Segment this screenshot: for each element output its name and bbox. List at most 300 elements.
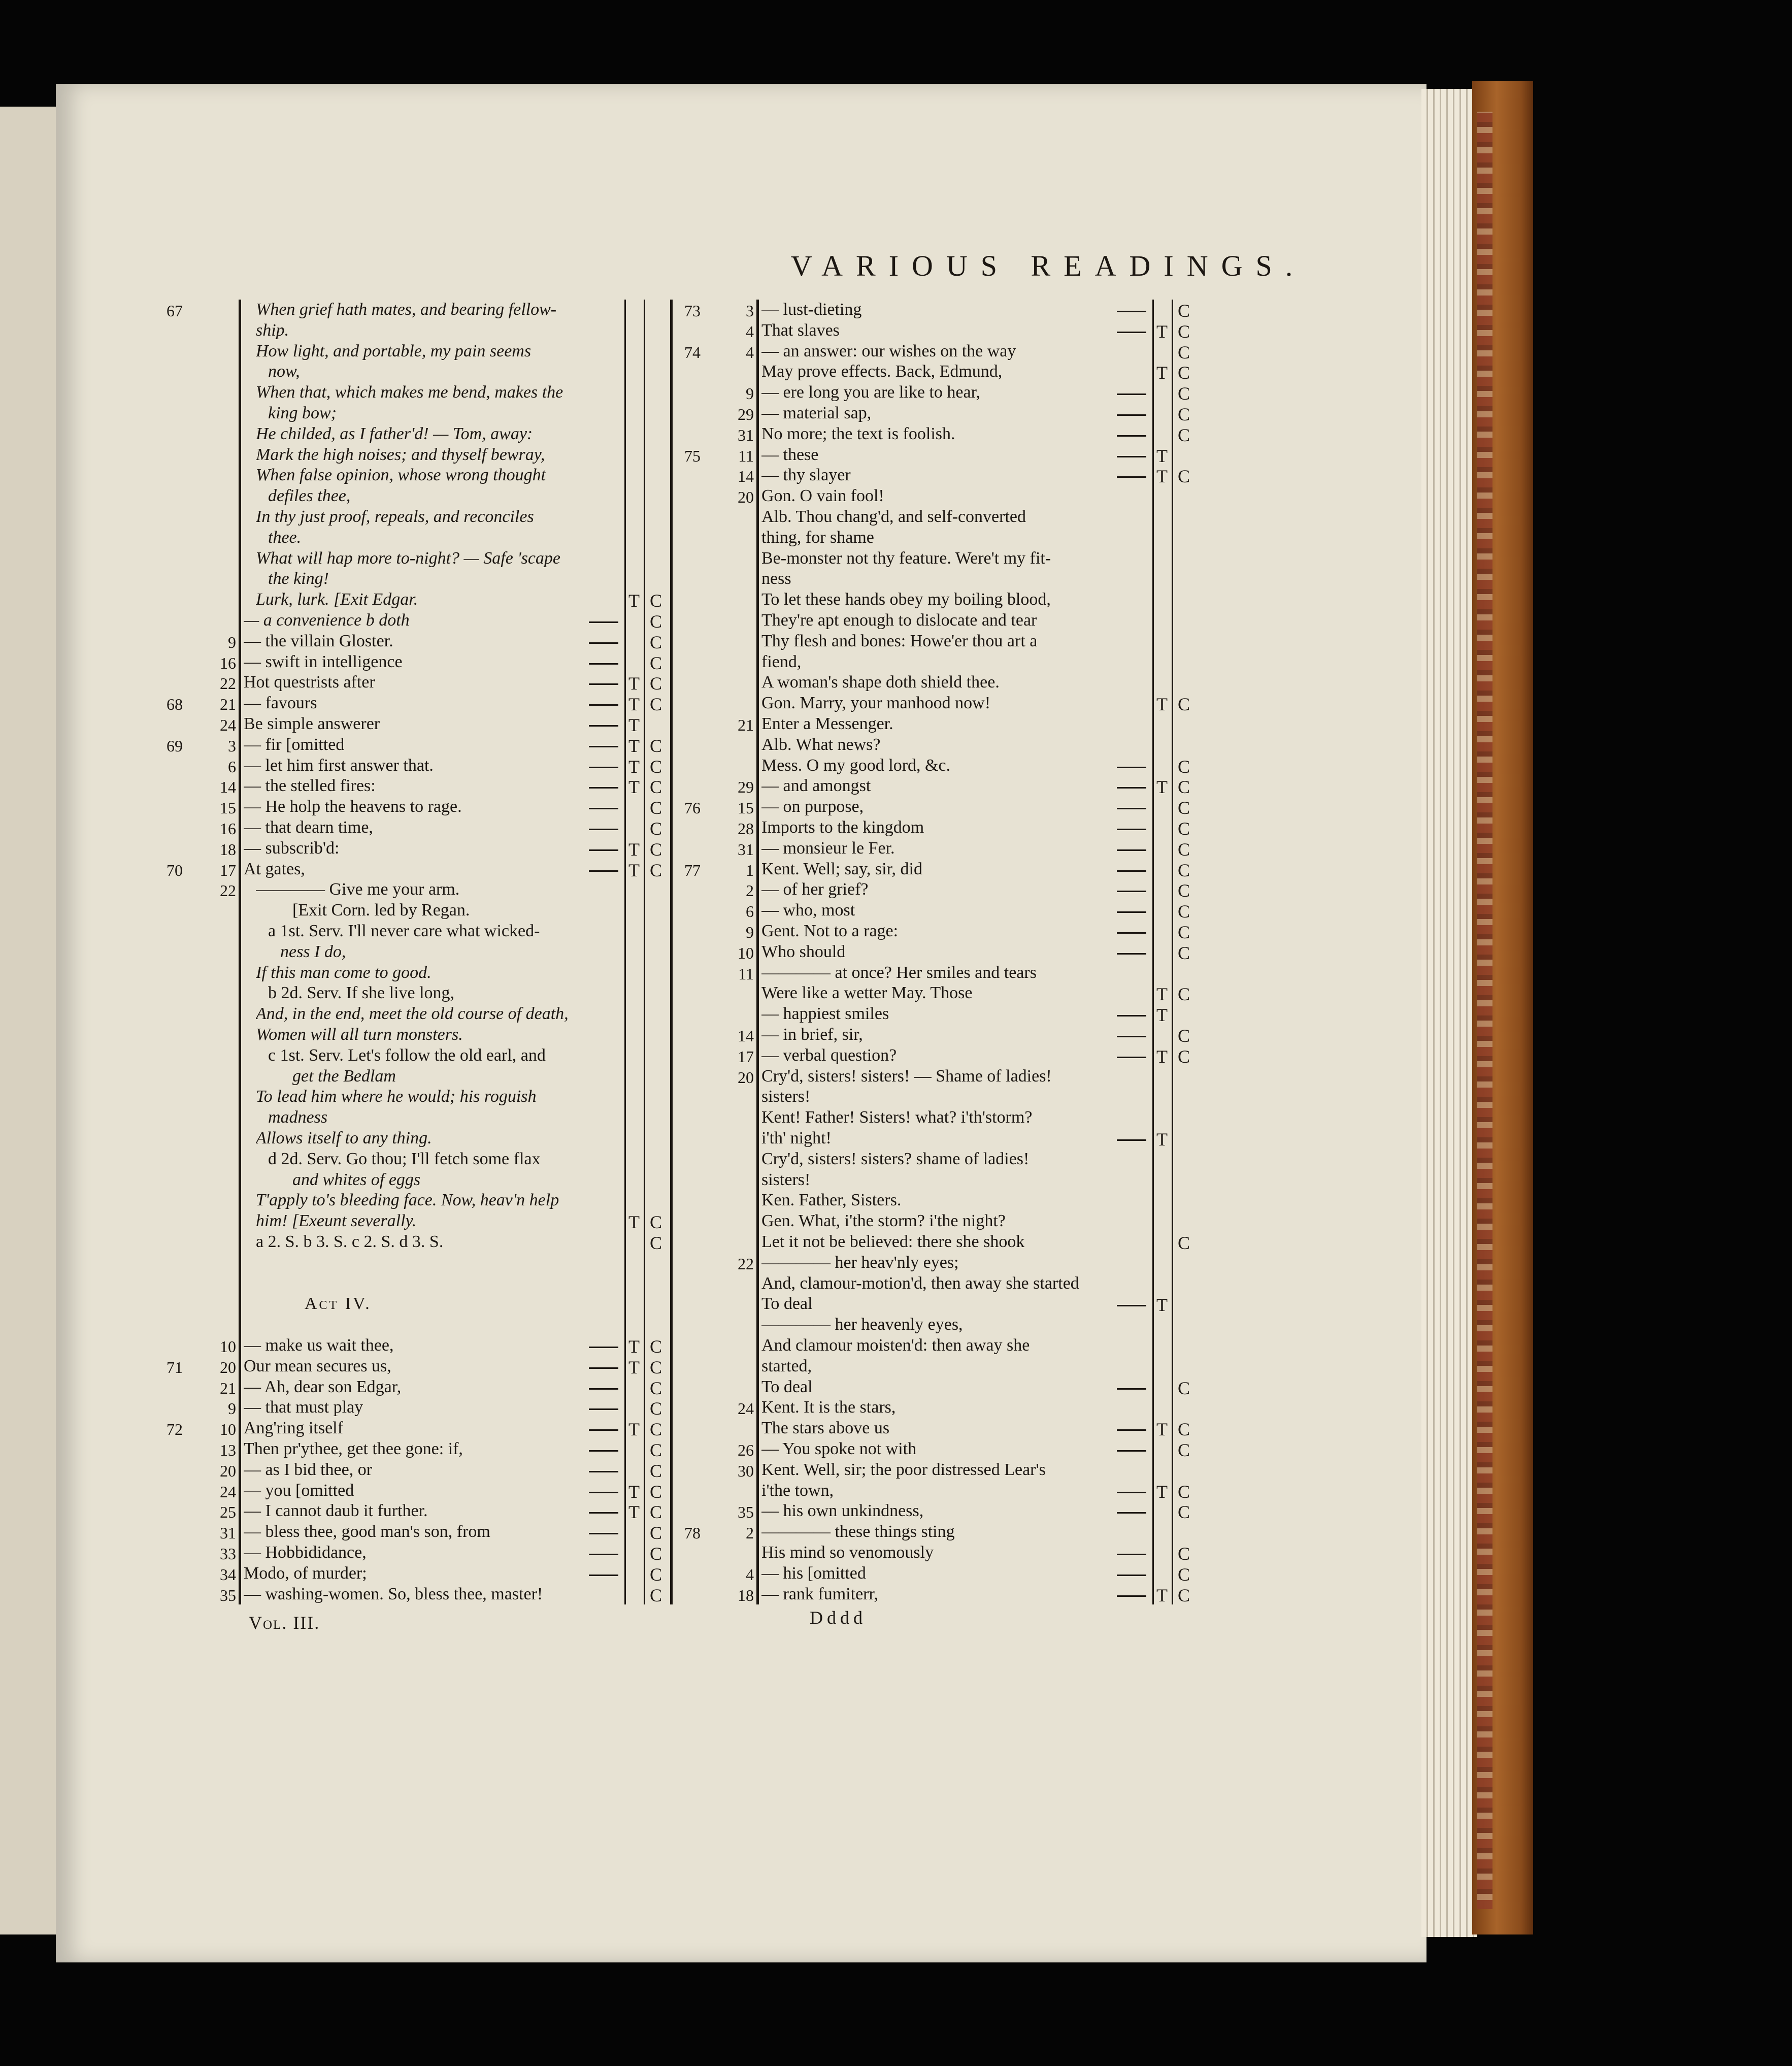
- line-number: 22: [738, 1254, 754, 1273]
- leader-dash: [1117, 1554, 1146, 1555]
- reading-line: now,: [268, 362, 300, 381]
- reading-line: — subscrib'd:: [244, 838, 340, 858]
- reading-line: Kent. It is the stars,: [761, 1398, 896, 1417]
- line-number: 10: [738, 943, 754, 962]
- capell-mark: C: [650, 652, 662, 673]
- reading-line: — the stelled fires:: [244, 776, 376, 796]
- leader-dash: [1117, 849, 1146, 851]
- tonson-mark: T: [628, 1419, 640, 1440]
- reading-line: Kent! Father! Sisters! what? i'th'storm?: [761, 1108, 1033, 1127]
- tonson-mark: T: [628, 839, 640, 860]
- capell-mark: C: [1178, 922, 1190, 942]
- capell-mark: C: [1178, 798, 1190, 818]
- reading-line: fiend,: [761, 652, 802, 671]
- line-number: 18: [220, 840, 236, 859]
- capell-mark: C: [1178, 1378, 1190, 1398]
- reading-line: Thy flesh and bones: Howe'er thou art a: [761, 631, 1038, 650]
- reading-line: When that, which makes me bend, makes the: [256, 383, 563, 402]
- line-number: 26: [738, 1441, 754, 1459]
- tonson-mark: T: [1156, 1129, 1168, 1150]
- capell-mark: C: [650, 1460, 662, 1481]
- capell-mark: C: [650, 860, 662, 880]
- leader-dash: [589, 663, 618, 665]
- leader-dash: [589, 1408, 618, 1410]
- reading-line: Ken. Father, Sisters.: [761, 1191, 902, 1210]
- tonson-mark: T: [1156, 777, 1168, 798]
- reading-line: — monsieur le Fer.: [761, 838, 895, 858]
- line-number: 16: [220, 819, 236, 838]
- reading-line: sisters!: [761, 1087, 811, 1106]
- column-rule-text: [624, 300, 626, 1604]
- reading-line: — I cannot daub it further.: [244, 1501, 428, 1521]
- reading-line: i'th' night!: [761, 1129, 832, 1147]
- reading-line: ———— at once? Her smiles and tears: [761, 963, 1037, 982]
- capell-mark: C: [1178, 1544, 1190, 1564]
- capell-mark: C: [650, 591, 662, 611]
- line-number: 10: [220, 1337, 236, 1356]
- capell-mark: C: [650, 694, 662, 715]
- tonson-mark: T: [628, 673, 640, 694]
- reading-line: — a convenience b doth: [244, 611, 410, 630]
- capell-mark: C: [1178, 424, 1190, 445]
- leader-dash: [589, 642, 618, 644]
- page-ref: 73: [684, 302, 701, 320]
- capell-mark: C: [1178, 321, 1190, 342]
- reading-line: Mark the high noises; and thyself bewray,: [256, 445, 545, 464]
- leader-dash: [1117, 1595, 1146, 1597]
- reading-line: When false opinion, whose wrong thought: [256, 466, 546, 485]
- leader-dash: [1117, 787, 1146, 789]
- leader-dash: [1117, 435, 1146, 437]
- capell-mark: C: [650, 1378, 662, 1398]
- line-number: 3: [228, 736, 236, 755]
- line-number: 14: [738, 1027, 754, 1045]
- tonson-mark: T: [1156, 466, 1168, 487]
- column-rule-t: [1172, 300, 1173, 1604]
- tonson-mark: T: [628, 1481, 640, 1502]
- reading-line: i'the town,: [761, 1481, 834, 1500]
- tonson-mark: T: [628, 860, 640, 880]
- line-number: 15: [220, 799, 236, 817]
- leader-dash: [1117, 456, 1146, 457]
- page-ref: 75: [684, 446, 701, 465]
- leader-dash: [589, 787, 618, 789]
- reading-line: They're apt enough to dislocate and tear: [761, 611, 1037, 630]
- reading-line: — verbal question?: [761, 1045, 897, 1065]
- capell-mark: C: [1178, 1440, 1190, 1460]
- reading-line: Were like a wetter May. Those: [761, 983, 973, 1003]
- reading-line: — let him first answer that.: [244, 756, 434, 775]
- capell-mark: C: [650, 1502, 662, 1523]
- page-ref: 67: [167, 302, 183, 320]
- reading-line: [Exit Corn. led by Regan.: [292, 901, 470, 920]
- tonson-mark: T: [628, 777, 640, 798]
- reading-line: Who should: [761, 942, 846, 961]
- line-number: 20: [738, 1068, 754, 1087]
- line-number: 4: [746, 322, 754, 341]
- leader-dash: [1117, 891, 1146, 892]
- reading-line: His mind so venomously: [761, 1543, 934, 1562]
- line-number: 4: [746, 343, 754, 362]
- reading-line: And clamour moisten'd: then away she: [761, 1336, 1030, 1355]
- leader-dash: [1117, 393, 1146, 395]
- tonson-mark: T: [628, 591, 640, 611]
- capell-mark: C: [650, 1523, 662, 1544]
- reading-line: — make us wait thee,: [244, 1336, 394, 1355]
- leader-dash: [1117, 870, 1146, 872]
- line-number: 24: [220, 1482, 236, 1501]
- line-number: 1: [746, 861, 754, 879]
- reading-line: Kent. Well, sir; the poor distressed Lear's: [761, 1460, 1046, 1479]
- capell-mark: C: [1178, 1564, 1190, 1585]
- page-ref: 71: [167, 1358, 183, 1376]
- tonson-mark: T: [1156, 1585, 1168, 1605]
- reading-line: — happiest smiles: [761, 1004, 889, 1024]
- line-number: 6: [228, 757, 236, 776]
- reading-line: Gen. What, i'the storm? i'the night?: [761, 1211, 1006, 1231]
- leader-dash: [1117, 1429, 1146, 1431]
- reading-line: To let these hands obey my boiling blood,: [761, 590, 1051, 609]
- reading-line: Modo, of murder;: [244, 1563, 367, 1583]
- facing-page-edge: [0, 107, 64, 1934]
- reading-line: — washing-women. So, bless thee, master!: [244, 1584, 543, 1603]
- reading-line: defiles thee,: [268, 486, 351, 506]
- reading-line: To lead him where he would; his roguish: [256, 1087, 537, 1106]
- reading-line: Enter a Messenger.: [761, 714, 893, 733]
- reading-line: Be simple answerer: [244, 714, 380, 733]
- page-ref: 77: [684, 861, 701, 879]
- reading-line: Gent. Not to a rage:: [761, 922, 899, 940]
- leader-dash: [1117, 476, 1146, 478]
- line-number: 14: [220, 778, 236, 797]
- reading-line: — that must play: [244, 1398, 363, 1417]
- line-number: 9: [228, 633, 236, 651]
- reading-line: d 2d. Serv. Go thou; I'll fetch some flax: [268, 1149, 541, 1168]
- leader-dash: [589, 1367, 618, 1369]
- leader-dash: [1117, 1305, 1146, 1306]
- reading-line: thing, for shame: [761, 528, 874, 547]
- reading-line: May prove effects. Back, Edmund,: [761, 362, 1003, 381]
- capell-mark: C: [1178, 777, 1190, 798]
- reading-line: — material sap,: [761, 404, 872, 422]
- page-edges: [1421, 89, 1477, 1937]
- line-number: 28: [738, 819, 754, 838]
- reading-line: When grief hath mates, and bearing fellow-: [256, 300, 557, 319]
- reading-line: Imports to the kingdom: [761, 818, 924, 837]
- capell-mark: C: [650, 1336, 662, 1357]
- line-number: 35: [220, 1586, 236, 1604]
- reading-line: No more; the text is foolish.: [761, 424, 955, 443]
- reading-line: Let it not be believed: there she shook: [761, 1232, 1025, 1251]
- reading-line: Cry'd, sisters! sisters! — Shame of ladies!: [761, 1066, 1052, 1086]
- leader-dash: [589, 829, 618, 830]
- line-number: 20: [220, 1358, 236, 1376]
- leader-dash: [589, 1512, 618, 1514]
- column-rule-text: [1152, 300, 1154, 1604]
- line-number: 18: [738, 1586, 754, 1604]
- column-rule-outer: [670, 300, 673, 1604]
- reading-line: — Ah, dear son Edgar,: [244, 1377, 402, 1396]
- leader-dash: [1117, 1512, 1146, 1514]
- leader-dash: [589, 808, 618, 809]
- line-number: 11: [738, 964, 754, 983]
- capell-mark: C: [1178, 818, 1190, 839]
- tonson-mark: T: [1156, 1419, 1168, 1440]
- capell-mark: C: [650, 1419, 662, 1440]
- leader-dash: [1117, 332, 1146, 333]
- reading-line: him! [Exeunt severally.: [256, 1211, 417, 1231]
- line-number: 9: [746, 923, 754, 941]
- capell-mark: C: [1178, 404, 1190, 424]
- capell-mark: C: [1178, 1419, 1190, 1440]
- reading-line: ———— her heav'nly eyes;: [761, 1253, 959, 1272]
- reading-line: In thy just proof, repeals, and reconciles: [256, 507, 534, 526]
- leader-dash: [1117, 1015, 1146, 1016]
- reading-line: To deal: [761, 1294, 813, 1314]
- reading-line: — an answer: our wishes on the way: [761, 341, 1016, 360]
- reading-line: Gon. O vain fool!: [761, 486, 884, 506]
- reading-line: — of her grief?: [761, 880, 869, 899]
- line-number: 20: [220, 1461, 236, 1480]
- tonson-mark: T: [1156, 321, 1168, 342]
- reading-line: Kent. Well; say, sir, did: [761, 859, 922, 878]
- line-number: 11: [738, 446, 754, 465]
- tonson-mark: T: [628, 694, 640, 715]
- capell-mark: C: [650, 1212, 662, 1233]
- leader-dash: [1117, 1139, 1146, 1141]
- line-number: 2: [746, 881, 754, 900]
- capell-mark: C: [1178, 860, 1190, 880]
- reading-line: started,: [761, 1356, 812, 1375]
- reading-line: Lurk, lurk. [Exit Edgar.: [256, 590, 418, 609]
- leader-dash: [589, 870, 618, 872]
- reading-line: At gates,: [244, 859, 305, 878]
- reading-line: ship.: [256, 320, 289, 340]
- reading-line: Hot questrists after: [244, 673, 375, 692]
- tonson-mark: T: [628, 1212, 640, 1233]
- page-ref: 74: [684, 343, 701, 362]
- reading-line: Women will all turn monsters.: [256, 1025, 463, 1044]
- reading-line: — You spoke not with: [761, 1439, 917, 1458]
- reading-line: madness: [268, 1108, 328, 1127]
- leader-dash: [589, 621, 618, 623]
- leader-dash: [589, 683, 618, 685]
- line-number: 20: [738, 488, 754, 507]
- leader-dash: [1117, 414, 1146, 416]
- capell-mark: C: [650, 611, 662, 632]
- leader-dash: [1117, 911, 1146, 913]
- capell-mark: C: [650, 839, 662, 860]
- tonson-mark: T: [1156, 363, 1168, 383]
- leader-dash: [1117, 311, 1146, 312]
- reading-line: — ere long you are like to hear,: [761, 383, 981, 402]
- line-number: 14: [738, 467, 754, 486]
- reading-line: Alb. Thou chang'd, and self-converted: [761, 507, 1026, 526]
- reading-line: Gon. Marry, your manhood now!: [761, 694, 991, 713]
- capell-mark: C: [1178, 756, 1190, 777]
- line-number: 25: [220, 1503, 236, 1522]
- line-number: 17: [220, 861, 236, 879]
- line-number: 15: [738, 799, 754, 817]
- reading-line: — on purpose,: [761, 797, 864, 816]
- capell-mark: C: [1178, 901, 1190, 922]
- reading-line: thee.: [268, 528, 302, 547]
- capell-mark: C: [650, 1440, 662, 1460]
- tonson-mark: T: [1156, 694, 1168, 715]
- tonson-mark: T: [1156, 1481, 1168, 1502]
- line-number: 33: [220, 1545, 236, 1563]
- capell-mark: C: [650, 1564, 662, 1585]
- reading-line: And, in the end, meet the old course of death,: [256, 1004, 569, 1024]
- reading-line: The stars above us: [761, 1419, 890, 1438]
- reading-line: If this man come to good.: [256, 963, 432, 982]
- line-number: 31: [738, 425, 754, 444]
- capell-mark: C: [1178, 1502, 1190, 1523]
- capell-mark: C: [1178, 383, 1190, 404]
- reading-line: — Hobbididance,: [244, 1543, 367, 1562]
- leader-dash: [1117, 808, 1146, 809]
- reading-line: — you [omitted: [244, 1481, 354, 1500]
- reading-line: ness I do,: [280, 942, 346, 961]
- reading-line: — rank fumiterr,: [761, 1584, 878, 1603]
- capell-mark: C: [1178, 1481, 1190, 1502]
- capell-mark: C: [1178, 363, 1190, 383]
- capell-mark: C: [650, 1481, 662, 1502]
- reading-line: ———— her heavenly eyes,: [761, 1315, 963, 1334]
- leader-dash: [589, 1429, 618, 1431]
- capell-mark: C: [650, 735, 662, 756]
- reading-line: A woman's shape doth shield thee.: [761, 673, 1000, 692]
- tonson-mark: T: [628, 1502, 640, 1523]
- capell-mark: C: [650, 1233, 662, 1253]
- line-number: 4: [746, 1565, 754, 1584]
- reading-line: That slaves: [761, 320, 840, 340]
- tonson-mark: T: [1156, 1046, 1168, 1067]
- line-number: 9: [746, 384, 754, 403]
- capell-mark: C: [1178, 839, 1190, 860]
- line-number: 22: [220, 674, 236, 693]
- column-rule-t: [644, 300, 645, 1604]
- reading-line: — lust-dieting: [761, 300, 862, 319]
- line-number: 24: [220, 716, 236, 734]
- capell-mark: C: [1178, 1585, 1190, 1605]
- leader-dash: [1117, 767, 1146, 768]
- tonson-mark: T: [628, 756, 640, 777]
- reading-line: — as I bid thee, or: [244, 1460, 373, 1479]
- tonson-mark: T: [628, 735, 640, 756]
- reading-line: — that dearn time,: [244, 818, 373, 837]
- capell-mark: C: [650, 756, 662, 777]
- capell-mark: C: [1178, 342, 1190, 363]
- reading-line: — He holp the heavens to rage.: [244, 797, 462, 816]
- page-ref: 69: [167, 736, 183, 755]
- reading-line: How light, and portable, my pain seems: [256, 341, 532, 360]
- line-number: 6: [746, 902, 754, 921]
- reading-line: He childed, as I father'd! — Tom, away:: [256, 424, 533, 443]
- leader-dash: [589, 1492, 618, 1493]
- page-ref: 70: [167, 861, 183, 879]
- line-number: 21: [738, 716, 754, 734]
- capell-mark: C: [650, 818, 662, 839]
- reading-line: — who, most: [761, 901, 855, 920]
- leader-dash: [589, 725, 618, 727]
- reading-line: Allows itself to any thing.: [256, 1129, 432, 1147]
- line-number: 30: [738, 1461, 754, 1480]
- volume-label: Vol. III.: [249, 1613, 320, 1633]
- capell-mark: C: [650, 798, 662, 818]
- reading-line: — fir [omitted: [244, 735, 345, 754]
- signature-mark: Dddd: [810, 1608, 867, 1628]
- tonson-mark: T: [1156, 1295, 1168, 1316]
- tonson-mark: T: [628, 715, 640, 735]
- leader-dash: [1117, 1575, 1146, 1576]
- column-rule-left: [756, 300, 759, 1604]
- page-ref: 68: [167, 695, 183, 714]
- reading-line: and whites of eggs: [292, 1170, 421, 1189]
- line-number: 13: [220, 1441, 236, 1459]
- capell-mark: C: [1178, 1026, 1190, 1046]
- capell-mark: C: [650, 632, 662, 652]
- reading-line: ———— these things sting: [761, 1522, 955, 1542]
- reading-line: Be-monster not thy feature. Were't my fit-: [761, 548, 1051, 568]
- marbled-edge: [1477, 112, 1492, 1909]
- line-number: 31: [220, 1524, 236, 1543]
- capell-mark: C: [1178, 1233, 1190, 1253]
- tonson-mark: T: [628, 1357, 640, 1378]
- reading-line: — and amongst: [761, 776, 871, 796]
- line-number: 29: [738, 405, 754, 423]
- reading-line: Act IV.: [305, 1294, 372, 1314]
- reading-line: What will hap more to-night? — Safe 'scape: [256, 548, 561, 568]
- line-number: 24: [738, 1399, 754, 1418]
- line-number: 35: [738, 1503, 754, 1522]
- leader-dash: [589, 767, 618, 768]
- reading-line: Mess. O my good lord, &c.: [761, 756, 951, 775]
- leader-dash: [589, 1388, 618, 1390]
- page-ref: 76: [684, 799, 701, 817]
- reading-line: Cry'd, sisters! sisters? shame of ladies!: [761, 1149, 1030, 1168]
- leader-dash: [1117, 1450, 1146, 1452]
- tonson-mark: T: [1156, 984, 1168, 1005]
- capell-mark: C: [1178, 1046, 1190, 1067]
- reading-line: a 2. S. b 3. S. c 2. S. d 3. S.: [256, 1232, 444, 1251]
- reading-line: Alb. What news?: [761, 735, 881, 754]
- capell-mark: C: [1178, 984, 1190, 1005]
- capell-mark: C: [1178, 694, 1190, 715]
- leader-dash: [1117, 932, 1146, 934]
- reading-line: the king!: [268, 569, 329, 588]
- tonson-mark: T: [1156, 1005, 1168, 1026]
- page-ref: 72: [167, 1420, 183, 1439]
- leader-dash: [589, 746, 618, 747]
- leader-dash: [1117, 1057, 1146, 1058]
- reading-line: To deal: [761, 1377, 813, 1396]
- reading-line: Then pr'ythee, get thee gone: if,: [244, 1439, 463, 1458]
- leader-dash: [1117, 1492, 1146, 1493]
- line-number: 31: [738, 840, 754, 859]
- reading-line: b 2d. Serv. If she live long,: [268, 983, 455, 1003]
- capell-mark: C: [650, 1585, 662, 1605]
- reading-line: c 1st. Serv. Let's follow the old earl, and: [268, 1045, 546, 1065]
- line-number: 34: [220, 1565, 236, 1584]
- leader-dash: [589, 849, 618, 851]
- leader-dash: [589, 1347, 618, 1348]
- line-number: 29: [738, 778, 754, 797]
- reading-line: ———— Give me your arm.: [256, 880, 460, 899]
- reading-line: Our mean secures us,: [244, 1356, 391, 1375]
- reading-line: — thy slayer: [761, 466, 851, 485]
- capell-mark: C: [650, 673, 662, 694]
